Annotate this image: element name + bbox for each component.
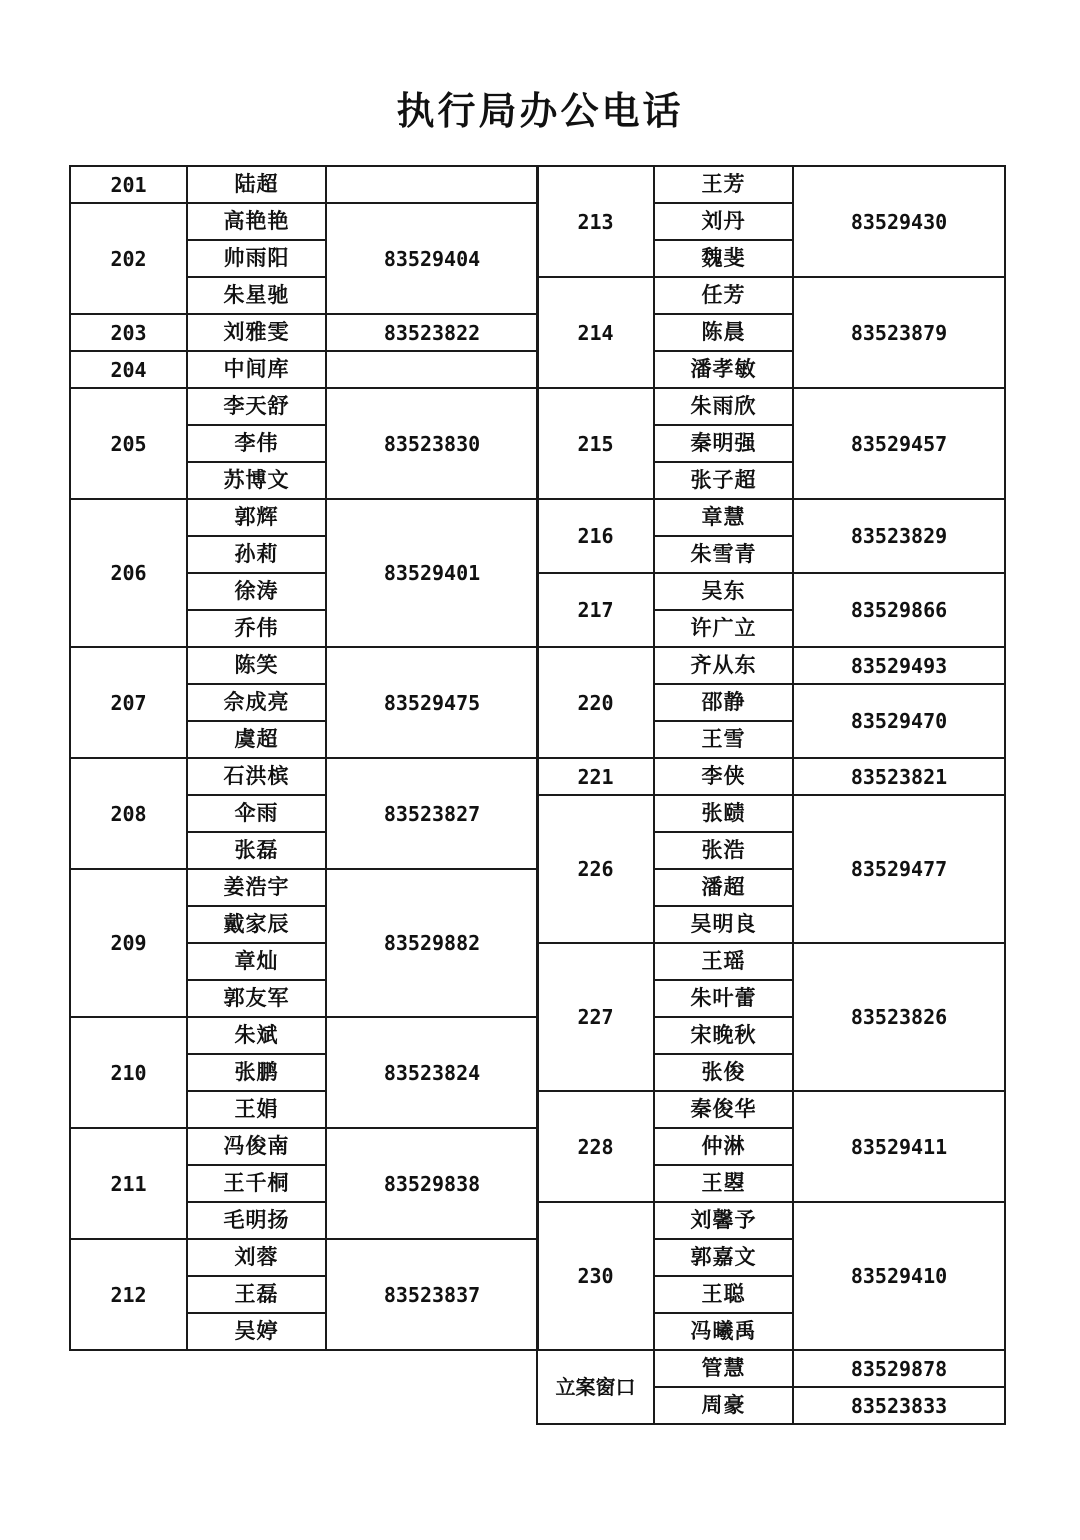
staff-name: 吴明良 <box>654 906 793 943</box>
table-row <box>537 573 1005 610</box>
table-row <box>70 388 538 425</box>
staff-name: 邵静 <box>654 684 793 721</box>
staff-name: 李侠 <box>654 758 793 795</box>
phone-number: 83529470 <box>793 684 1005 758</box>
staff-name: 王娟 <box>187 1091 326 1128</box>
staff-name: 朱雨欣 <box>654 388 793 425</box>
room-number: 213 <box>537 166 654 277</box>
staff-name: 王曌 <box>654 1165 793 1202</box>
phone-number: 83523827 <box>326 758 538 869</box>
spacer-cell <box>70 1350 538 1351</box>
phone-number: 83529882 <box>326 869 538 1017</box>
staff-name: 朱雪青 <box>654 536 793 573</box>
room-number: 217 <box>537 573 654 647</box>
staff-name: 中间库 <box>187 351 326 388</box>
staff-name: 王雪 <box>654 721 793 758</box>
staff-name: 刘雅雯 <box>187 314 326 351</box>
staff-name: 刘丹 <box>654 203 793 240</box>
phone-number <box>326 351 538 388</box>
phone-number: 83529457 <box>793 388 1005 499</box>
spacer-row <box>70 1350 538 1351</box>
staff-name: 伞雨 <box>187 795 326 832</box>
phone-number: 83523826 <box>793 943 1005 1091</box>
phone-number: 83529475 <box>326 647 538 758</box>
phone-number: 83529477 <box>793 795 1005 943</box>
room-number: 209 <box>70 869 187 1017</box>
room-number: 226 <box>537 795 654 943</box>
staff-name: 许广立 <box>654 610 793 647</box>
phone-number: 83523830 <box>326 388 538 499</box>
phone-number: 83523829 <box>793 499 1005 573</box>
phone-number: 83529430 <box>793 166 1005 277</box>
table-row <box>537 277 1005 314</box>
staff-name: 吴婷 <box>187 1313 326 1350</box>
staff-name: 王瑶 <box>654 943 793 980</box>
room-number: 230 <box>537 1202 654 1350</box>
phone-number: 83523821 <box>793 758 1005 795</box>
staff-name: 孙莉 <box>187 536 326 573</box>
staff-name: 潘超 <box>654 869 793 906</box>
table-row <box>537 943 1005 980</box>
table-row <box>537 166 1005 203</box>
left-phone-table <box>69 165 539 1351</box>
staff-name: 秦俊华 <box>654 1091 793 1128</box>
staff-name: 张磊 <box>187 832 326 869</box>
staff-name: 毛明扬 <box>187 1202 326 1239</box>
room-number: 204 <box>70 351 187 388</box>
table-row <box>70 1128 538 1165</box>
table-row <box>537 1350 1005 1387</box>
table-row <box>537 388 1005 425</box>
room-number: 220 <box>537 647 654 758</box>
phone-number: 83529411 <box>793 1091 1005 1202</box>
phone-number: 83529404 <box>326 203 538 314</box>
staff-name: 姜浩宇 <box>187 869 326 906</box>
room-number: 228 <box>537 1091 654 1202</box>
staff-name: 佘成亮 <box>187 684 326 721</box>
staff-name: 陆超 <box>187 166 326 203</box>
staff-name: 周豪 <box>654 1387 793 1424</box>
room-number: 201 <box>70 166 187 203</box>
staff-name: 王千桐 <box>187 1165 326 1202</box>
staff-name: 张子超 <box>654 462 793 499</box>
phone-number: 83529878 <box>793 1350 1005 1387</box>
table-row <box>70 499 538 536</box>
phone-number: 83529401 <box>326 499 538 647</box>
table-row <box>70 166 538 203</box>
phone-number: 83529838 <box>326 1128 538 1239</box>
staff-name: 吴东 <box>654 573 793 610</box>
phone-number <box>326 166 538 203</box>
staff-name: 乔伟 <box>187 610 326 647</box>
staff-name: 戴家辰 <box>187 906 326 943</box>
table-row <box>70 869 538 906</box>
staff-name: 郭嘉文 <box>654 1239 793 1276</box>
staff-name: 徐涛 <box>187 573 326 610</box>
room-number: 227 <box>537 943 654 1091</box>
phone-number: 83529866 <box>793 573 1005 647</box>
table-row <box>70 314 538 351</box>
staff-name: 刘蓉 <box>187 1239 326 1276</box>
staff-name: 朱斌 <box>187 1017 326 1054</box>
staff-name: 帅雨阳 <box>187 240 326 277</box>
table-row <box>70 758 538 795</box>
table-row <box>537 1202 1005 1239</box>
room-number: 207 <box>70 647 187 758</box>
staff-name: 魏斐 <box>654 240 793 277</box>
room-number: 214 <box>537 277 654 388</box>
table-row <box>70 351 538 388</box>
room-number: 立案窗口 <box>537 1350 654 1424</box>
phone-number: 83523824 <box>326 1017 538 1128</box>
staff-name: 冯曦禹 <box>654 1313 793 1350</box>
room-number: 211 <box>70 1128 187 1239</box>
staff-name: 陈晨 <box>654 314 793 351</box>
staff-name: 仲淋 <box>654 1128 793 1165</box>
staff-name: 郭辉 <box>187 499 326 536</box>
room-number: 202 <box>70 203 187 314</box>
room-number: 210 <box>70 1017 187 1128</box>
room-number: 212 <box>70 1239 187 1350</box>
staff-name: 章灿 <box>187 943 326 980</box>
phone-number: 83523833 <box>793 1387 1005 1424</box>
phone-number: 83523879 <box>793 277 1005 388</box>
room-number: 206 <box>70 499 187 647</box>
staff-name: 张赜 <box>654 795 793 832</box>
staff-name: 齐从东 <box>654 647 793 684</box>
table-row <box>70 1017 538 1054</box>
staff-name: 高艳艳 <box>187 203 326 240</box>
staff-name: 李天舒 <box>187 388 326 425</box>
phone-number: 83529410 <box>793 1202 1005 1350</box>
staff-name: 郭友军 <box>187 980 326 1017</box>
staff-name: 王芳 <box>654 166 793 203</box>
staff-name: 宋晚秋 <box>654 1017 793 1054</box>
staff-name: 朱叶蕾 <box>654 980 793 1017</box>
staff-name: 石洪槟 <box>187 758 326 795</box>
table-row <box>537 758 1005 795</box>
phone-number: 83529493 <box>793 647 1005 684</box>
room-number: 216 <box>537 499 654 573</box>
room-number: 203 <box>70 314 187 351</box>
phone-number: 83523837 <box>326 1239 538 1350</box>
table-row <box>70 203 538 240</box>
room-number: 205 <box>70 388 187 499</box>
room-number: 221 <box>537 758 654 795</box>
staff-name: 苏博文 <box>187 462 326 499</box>
staff-name: 章慧 <box>654 499 793 536</box>
staff-name: 王聪 <box>654 1276 793 1313</box>
table-row <box>70 1239 538 1276</box>
table-row <box>537 1091 1005 1128</box>
staff-name: 管慧 <box>654 1350 793 1387</box>
staff-name: 刘馨予 <box>654 1202 793 1239</box>
table-row <box>537 647 1005 684</box>
room-number: 215 <box>537 388 654 499</box>
table-row <box>70 647 538 684</box>
staff-name: 张俊 <box>654 1054 793 1091</box>
staff-name: 虞超 <box>187 721 326 758</box>
staff-name: 潘孝敏 <box>654 351 793 388</box>
staff-name: 陈笑 <box>187 647 326 684</box>
room-number: 208 <box>70 758 187 869</box>
staff-name: 张鹏 <box>187 1054 326 1091</box>
right-phone-table <box>536 165 1006 1425</box>
staff-name: 冯俊南 <box>187 1128 326 1165</box>
staff-name: 王磊 <box>187 1276 326 1313</box>
staff-name: 朱星驰 <box>187 277 326 314</box>
table-row <box>537 499 1005 536</box>
staff-name: 秦明强 <box>654 425 793 462</box>
page-title: 执行局办公电话 <box>396 89 684 133</box>
phone-number: 83523822 <box>326 314 538 351</box>
staff-name: 任芳 <box>654 277 793 314</box>
staff-name: 张浩 <box>654 832 793 869</box>
table-row <box>537 795 1005 832</box>
staff-name: 李伟 <box>187 425 326 462</box>
